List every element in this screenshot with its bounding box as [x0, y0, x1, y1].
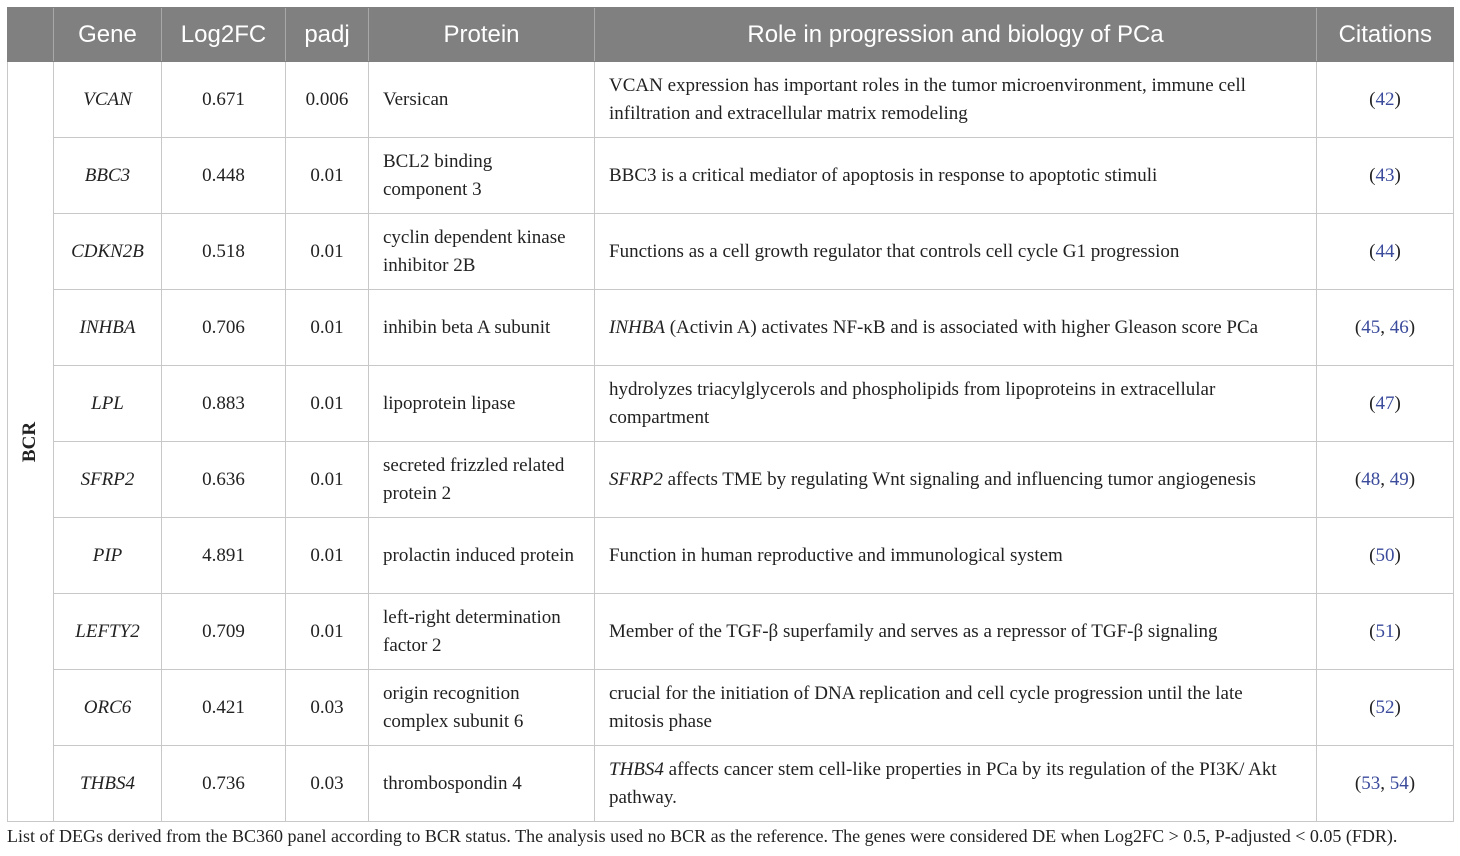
- role-cell: [595, 290, 1317, 366]
- citation-link[interactable]: 47: [1375, 392, 1395, 414]
- cite-open: (: [1369, 240, 1376, 262]
- role-text: crucial for the initiation of DNA replication and cell cycle progression until the late mitosis phase: [609, 682, 1243, 732]
- group-label: BCR: [19, 421, 41, 462]
- cite-close: ): [1394, 164, 1401, 186]
- log2fc-cell: 0.883: [162, 366, 286, 442]
- padj-cell: 0.01: [286, 138, 369, 214]
- cite-open: (: [1369, 164, 1376, 186]
- citation-link[interactable]: 48: [1361, 468, 1381, 490]
- role-text: (Activin A) activates NF-κB and is associated with higher Gleason score PCa: [664, 316, 1259, 338]
- gene-cell: VCAN: [54, 62, 162, 138]
- gene-cell: CDKN2B: [54, 214, 162, 290]
- gene-cell: ORC6: [54, 670, 162, 746]
- role-text: BBC3 is a critical mediator of apoptosis in response to apoptotic stimuli: [609, 164, 1158, 186]
- role-cell: [595, 214, 1317, 290]
- protein-cell: Versican: [369, 62, 595, 138]
- citations-cell: [1317, 518, 1454, 594]
- header-padj: padj: [286, 8, 369, 62]
- citation-link[interactable]: 42: [1375, 88, 1395, 110]
- cite-open: (: [1369, 88, 1376, 110]
- role-gene-italic: INHBA: [609, 316, 665, 338]
- gene-cell: INHBA: [54, 290, 162, 366]
- table-row: [8, 442, 1454, 518]
- log2fc-cell: 0.448: [162, 138, 286, 214]
- deg-table-container: [7, 7, 1453, 822]
- citation-link[interactable]: 50: [1375, 544, 1395, 566]
- citations-cell: [1317, 746, 1454, 822]
- protein-cell: BCL2 binding component 3: [369, 138, 595, 214]
- table-row: [8, 62, 1454, 138]
- citations-cell: [1317, 670, 1454, 746]
- role-gene-italic: SFRP2: [609, 468, 663, 490]
- citation-link[interactable]: 54: [1389, 772, 1409, 794]
- role-gene-italic: THBS4: [609, 758, 664, 780]
- role-text: Function in human reproductive and immunological system: [609, 544, 1063, 566]
- padj-cell: 0.03: [286, 670, 369, 746]
- citations-cell: [1317, 442, 1454, 518]
- citation-link[interactable]: 43: [1375, 164, 1395, 186]
- cite-separator: ,: [1380, 316, 1390, 338]
- cite-close: ): [1394, 620, 1401, 642]
- gene-cell: LPL: [54, 366, 162, 442]
- citations-cell: [1317, 214, 1454, 290]
- cite-list: [1376, 393, 1395, 414]
- table-row: [8, 138, 1454, 214]
- padj-cell: 0.01: [286, 442, 369, 518]
- protein-cell: inhibin beta A subunit: [369, 290, 595, 366]
- cite-list: [1376, 89, 1395, 110]
- header-row: [8, 8, 1454, 62]
- citation-link[interactable]: 45: [1361, 316, 1381, 338]
- citation-link[interactable]: 51: [1375, 620, 1395, 642]
- header-role: Role in progression and biology of PCa: [595, 8, 1317, 62]
- role-text: Member of the TGF-β superfamily and serves as a repressor of TGF-β signaling: [609, 620, 1218, 642]
- role-cell: [595, 442, 1317, 518]
- protein-cell: lipoprotein lipase: [369, 366, 595, 442]
- header-protein: Protein: [369, 8, 595, 62]
- log2fc-cell: 0.518: [162, 214, 286, 290]
- role-cell: [595, 594, 1317, 670]
- table-row: [8, 594, 1454, 670]
- protein-cell: origin recognition complex subunit 6: [369, 670, 595, 746]
- table-row: [8, 518, 1454, 594]
- table-row: [8, 670, 1454, 746]
- cite-close: ): [1408, 316, 1416, 338]
- cite-list: [1376, 241, 1395, 262]
- citation-link[interactable]: 44: [1375, 240, 1395, 262]
- cite-close: ): [1408, 772, 1416, 794]
- cite-separator: ,: [1380, 468, 1390, 490]
- citations-cell: [1317, 290, 1454, 366]
- table-footnote: List of DEGs derived from the BC360 panel according to BCR status. The analysis used no BCR as the reference. The genes were considered DE when Log2FC > 0.5, P-adjusted < 0.05 (FDR).: [7, 826, 1398, 846]
- gene-cell: THBS4: [54, 746, 162, 822]
- padj-cell: 0.01: [286, 594, 369, 670]
- padj-cell: 0.01: [286, 366, 369, 442]
- gene-cell: BBC3: [54, 138, 162, 214]
- cite-open: (: [1369, 620, 1376, 642]
- cite-open: (: [1369, 392, 1376, 414]
- role-cell: [595, 746, 1317, 822]
- gene-cell: SFRP2: [54, 442, 162, 518]
- log2fc-cell: 0.709: [162, 594, 286, 670]
- protein-cell: left-right determination factor 2: [369, 594, 595, 670]
- cite-list: [1361, 469, 1409, 490]
- log2fc-cell: 0.671: [162, 62, 286, 138]
- role-cell: [595, 138, 1317, 214]
- role-text: affects TME by regulating Wnt signaling and influencing tumor angiogenesis: [662, 468, 1256, 490]
- padj-cell: 0.03: [286, 746, 369, 822]
- gene-cell: LEFTY2: [54, 594, 162, 670]
- citation-link[interactable]: 52: [1375, 696, 1395, 718]
- padj-cell: 0.01: [286, 290, 369, 366]
- header-log2fc: Log2FC: [162, 8, 286, 62]
- cite-list: [1361, 317, 1409, 338]
- cite-open: (: [1354, 316, 1362, 338]
- protein-cell: prolactin induced protein: [369, 518, 595, 594]
- cite-list: [1376, 165, 1395, 186]
- cite-open: (: [1369, 696, 1376, 718]
- cite-close: ): [1408, 468, 1416, 490]
- deg-table: [7, 7, 1454, 822]
- role-text: affects cancer stem cell-like properties in PCa by its regulation of the PI3K/ Akt pathway.: [609, 758, 1277, 808]
- log2fc-cell: 0.706: [162, 290, 286, 366]
- table-header: [8, 8, 1454, 62]
- role-text: Functions as a cell growth regulator that controls cell cycle G1 progression: [609, 240, 1180, 262]
- citations-cell: [1317, 62, 1454, 138]
- cite-open: (: [1354, 468, 1362, 490]
- table-body: [8, 62, 1454, 822]
- log2fc-cell: 0.636: [162, 442, 286, 518]
- cite-list: [1376, 545, 1395, 566]
- table-row: [8, 214, 1454, 290]
- role-cell: [595, 518, 1317, 594]
- header-group: [8, 8, 54, 62]
- group-cell: [8, 62, 54, 822]
- citation-link[interactable]: 46: [1389, 316, 1409, 338]
- cite-separator: ,: [1380, 772, 1390, 794]
- cite-open: (: [1354, 772, 1362, 794]
- citations-cell: [1317, 138, 1454, 214]
- cite-open: (: [1369, 544, 1376, 566]
- citations-cell: [1317, 594, 1454, 670]
- cite-close: ): [1394, 88, 1401, 110]
- role-cell: [595, 670, 1317, 746]
- gene-cell: PIP: [54, 518, 162, 594]
- cite-close: ): [1394, 696, 1401, 718]
- role-cell: [595, 62, 1317, 138]
- log2fc-cell: 0.736: [162, 746, 286, 822]
- padj-cell: 0.006: [286, 62, 369, 138]
- padj-cell: 0.01: [286, 518, 369, 594]
- cite-list: [1376, 621, 1395, 642]
- protein-cell: thrombospondin 4: [369, 746, 595, 822]
- cite-list: [1376, 697, 1395, 718]
- citation-link[interactable]: 53: [1361, 772, 1381, 794]
- citations-cell: [1317, 366, 1454, 442]
- role-cell: [595, 366, 1317, 442]
- table-row: [8, 746, 1454, 822]
- log2fc-cell: 4.891: [162, 518, 286, 594]
- cite-close: ): [1394, 392, 1401, 414]
- protein-cell: cyclin dependent kinase inhibitor 2B: [369, 214, 595, 290]
- cite-close: ): [1394, 544, 1401, 566]
- cite-list: [1361, 773, 1409, 794]
- cite-close: ): [1394, 240, 1401, 262]
- citation-link[interactable]: 49: [1389, 468, 1409, 490]
- role-text: hydrolyzes triacylglycerols and phospholipids from lipoproteins in extracellular compartment: [609, 378, 1216, 428]
- protein-cell: secreted frizzled related protein 2: [369, 442, 595, 518]
- padj-cell: 0.01: [286, 214, 369, 290]
- table-row: [8, 290, 1454, 366]
- role-text: VCAN expression has important roles in the tumor microenvironment, immune cell infiltration and extracellular matrix remodeling: [609, 74, 1246, 124]
- header-gene: Gene: [54, 8, 162, 62]
- log2fc-cell: 0.421: [162, 670, 286, 746]
- table-row: [8, 366, 1454, 442]
- header-citations: Citations: [1317, 8, 1454, 62]
